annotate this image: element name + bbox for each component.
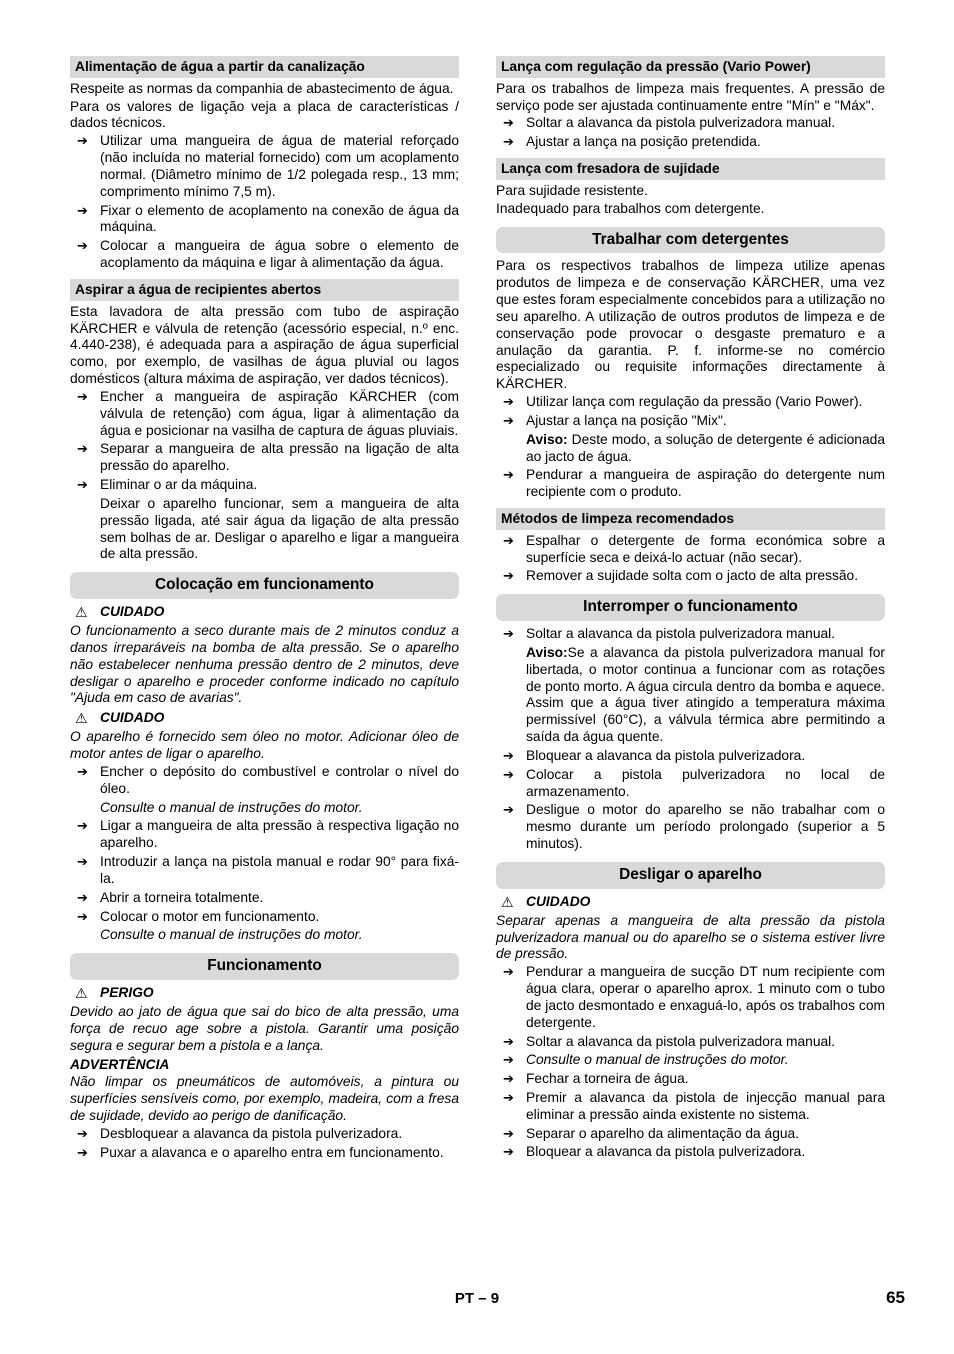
paragraph: Para os respectivos trabalhos de limpeza utilize apenas produtos de limpeza e de conservação KÄRCHER, uma vez que estes foram especialmente concebidos para a utilização no seu aparelho. A utilização de outros produtos de limpeza e de conservação pode provocar o desgaste prematuro e a anulação da garantia. P. f. informe-se no comércio especializado ou requisite informações directamente à KÄRCHER. — [496, 258, 885, 392]
bullet-item — [70, 203, 459, 237]
footer-language-page-label: PT – 9 — [454, 1290, 500, 1307]
signal-word: ADVERTÊNCIA — [70, 1056, 170, 1072]
subsection-header: Alimentação de água a partir da canalização — [70, 56, 459, 78]
continuation-paragraph: Deixar o aparelho funcionar, sem a mangueira de alta pressão ligada, até sair água da ligação de alta pressão sem bolhas de ar. Desligar o aparelho e ligar a mangueira de alta pressão. — [100, 495, 459, 562]
bullet-text: Puxar a alavanca e o aparelho entra em funcionamento. — [100, 1144, 444, 1160]
arrow-bullet-icon: ➔ — [77, 441, 88, 457]
arrow-bullet-icon: ➔ — [503, 747, 514, 763]
bullet-item — [496, 626, 885, 643]
arrow-bullet-icon: ➔ — [503, 532, 514, 548]
bullet-text: Pendurar a mangueira de aspiração do detergente num recipiente com o produto. — [526, 467, 885, 500]
bullet-text: Soltar a alavanca da pistola pulverizadora manual. — [526, 115, 836, 131]
signal-word-row — [496, 894, 885, 911]
bullet-item — [70, 1126, 459, 1143]
page-footer — [0, 1290, 954, 1314]
right-column — [496, 56, 885, 1164]
bullet-item — [496, 767, 885, 801]
paragraph: Para os valores de ligação veja a placa de características / dados técnicos. — [70, 98, 459, 131]
bullet-text: Eliminar o ar da máquina. — [100, 477, 258, 493]
signal-word: CUIDADO — [100, 710, 165, 726]
notice-paragraph: Separar apenas a mangueira de alta pressão da pistola pulverizadora manual ou do aparelho se o sistema estiver livre de pressão. — [496, 912, 885, 962]
bullet-item — [496, 115, 885, 132]
arrow-bullet-icon: ➔ — [77, 388, 88, 404]
arrow-bullet-icon: ➔ — [503, 626, 514, 642]
arrow-bullet-icon: ➔ — [503, 766, 514, 782]
arrow-bullet-icon: ➔ — [503, 802, 514, 818]
paragraph: Para os trabalhos de limpeza mais frequentes. A pressão de serviço pode ser ajustada continuamente entre "Mín" e "Máx". — [496, 80, 885, 113]
arrow-bullet-icon: ➔ — [77, 202, 88, 218]
bullet-text: Fixar o elemento de acoplamento na conexão de água da máquina. — [100, 202, 459, 235]
signal-word-row — [70, 604, 459, 621]
bullet-item — [70, 441, 459, 475]
paragraph: Esta lavadora de alta pressão com tubo de aspiração KÄRCHER e válvula de retenção (acessório especial, n.º enc. 4.440-238), é adequada para a aspiração de água superficial como, por exemplo, de vasilhas de água pluvial ou lagos domésticos (altura máxima de aspiração, ver dados técnicos). — [70, 303, 459, 387]
paragraph: Para sujidade resistente. — [496, 182, 648, 198]
bullet-text: Consulte o manual de instruções do motor. — [526, 1052, 789, 1068]
bullet-text: Bloquear a alavanca da pistola pulverizadora. — [526, 747, 806, 763]
note-prefix: Aviso: — [526, 431, 568, 447]
arrow-bullet-icon: ➔ — [503, 467, 514, 483]
bullet-text: Introduzir a lança na pistola manual e rodar 90° para fixá-la. — [100, 854, 459, 886]
bullet-text: Ligar a mangueira de alta pressão à respectiva ligação no aparelho. — [100, 818, 459, 851]
arrow-bullet-icon: ➔ — [503, 1033, 514, 1049]
bullet-text: Encher a mangueira de aspiração KÄRCHER (com válvula de retenção) com água, ligar à alimentação da água e posicionar na vasilha de captura de águas pluviais. — [100, 388, 459, 438]
notice-paragraph: Não limpar os pneumáticos de automóveis, a pintura ou superfícies sensíveis como, por exemplo, madeira, com a fresa de sujidade, devido ao perigo de danificação. — [70, 1074, 459, 1124]
bullet-text: Desligue o motor do aparelho se não trabalhar com o mesmo durante um período prolongado (superior a 5 minutos). — [526, 802, 885, 852]
arrow-bullet-icon: ➔ — [503, 1144, 514, 1160]
bullet-item — [70, 909, 459, 926]
continuation-note: Consulte o manual de instruções do motor. — [100, 799, 363, 815]
bullet-item — [496, 413, 885, 430]
bullet-item — [496, 533, 885, 567]
bullet-text: Encher o depósito do combustível e controlar o nível do óleo. — [100, 763, 459, 796]
bullet-item — [70, 764, 459, 798]
notice-paragraph: Devido ao jato de água que sai do bico de alta pressão, uma força de recuo age sobre a pistola. Garantir uma posição segura e segurar bem a pistola e a lança. — [70, 1004, 459, 1053]
arrow-bullet-icon: ➔ — [503, 115, 514, 131]
signal-word-row — [70, 710, 459, 727]
arrow-bullet-icon: ➔ — [77, 763, 88, 779]
bullet-text: Remover a sujidade solta com o jacto de alta pressão. — [526, 568, 859, 584]
arrow-bullet-icon: ➔ — [77, 1144, 88, 1160]
paragraph: Inadequado para trabalhos com detergente. — [496, 200, 765, 216]
bullet-item — [496, 1126, 885, 1143]
notice-paragraph: O aparelho é fornecido sem óleo no motor. Adicionar óleo de motor antes de ligar o aparelho. — [70, 729, 459, 762]
bullet-item — [496, 1090, 885, 1124]
arrow-bullet-icon: ➔ — [503, 134, 514, 150]
arrow-bullet-icon: ➔ — [77, 133, 88, 149]
bullet-text: Colocar o motor em funcionamento. — [100, 908, 320, 924]
bullet-item — [496, 1071, 885, 1088]
subsection-header: Lança com fresadora de sujidade — [496, 158, 885, 180]
bullet-text: Ajustar a lança na posição "Mix". — [526, 412, 727, 428]
bullet-text: Espalhar o detergente de forma económica sobre a superfície seca e deixá-lo actuar (não secar). — [526, 532, 885, 565]
arrow-bullet-icon: ➔ — [77, 854, 88, 870]
bullet-item — [496, 134, 885, 151]
bullet-text: Utilizar lança com regulação da pressão (Vario Power). — [526, 394, 863, 410]
bullet-text: Colocar a mangueira de água sobre o elemento de acoplamento da máquina e ligar à alimentação da água. — [100, 238, 459, 271]
arrow-bullet-icon: ➔ — [77, 477, 88, 493]
section-header: Colocação em funcionamento — [70, 572, 459, 599]
arrow-bullet-icon: ➔ — [503, 394, 514, 410]
bullet-text: Pendurar a mangueira de sucção DT num recipiente com água clara, operar o aparelho aprox. 1 minuto com o tubo de jacto desmontado e enxaguá-lo, após os trabalhos com detergente. — [526, 964, 885, 1030]
bullet-item — [496, 1052, 885, 1069]
bullet-item — [70, 1145, 459, 1162]
warning-icon: ⚠ — [75, 984, 88, 1001]
bullet-text: Separar o aparelho da alimentação da água. — [526, 1125, 800, 1141]
arrow-bullet-icon: ➔ — [503, 964, 514, 980]
bullet-text: Abrir a torneira totalmente. — [100, 889, 264, 905]
section-header: Trabalhar com detergentes — [496, 227, 885, 254]
arrow-bullet-icon: ➔ — [503, 1125, 514, 1141]
bullet-item — [496, 1034, 885, 1051]
bullet-item — [70, 477, 459, 494]
bullet-text: Colocar a pistola pulverizadora no local de armazenamento. — [526, 766, 885, 799]
paragraph: Respeite as normas da companhia de abastecimento de água. — [70, 80, 454, 96]
bullet-text: Soltar a alavanca da pistola pulverizadora manual. — [526, 1033, 836, 1049]
bullet-text: Bloquear a alavanca da pistola pulverizadora. — [526, 1144, 806, 1160]
bullet-text: Fechar a torneira de água. — [526, 1071, 689, 1087]
bullet-text: Separar a mangueira de alta pressão na ligação de alta pressão do aparelho. — [100, 441, 459, 474]
warning-icon: ⚠ — [75, 603, 88, 620]
bullet-item — [496, 802, 885, 852]
section-header: Interromper o funcionamento — [496, 594, 885, 621]
signal-word: CUIDADO — [526, 893, 591, 909]
bullet-item — [70, 133, 459, 200]
arrow-bullet-icon: ➔ — [503, 568, 514, 584]
subsection-header: Aspirar a água de recipientes abertos — [70, 279, 459, 301]
subsection-header: Lança com regulação da pressão (Vario Power) — [496, 56, 885, 78]
arrow-bullet-icon: ➔ — [77, 908, 88, 924]
bullet-text: Desbloquear a alavanca da pistola pulverizadora. — [100, 1125, 403, 1141]
arrow-bullet-icon: ➔ — [77, 1125, 88, 1141]
warning-icon: ⚠ — [501, 893, 514, 910]
arrow-bullet-icon: ➔ — [77, 238, 88, 254]
notice-paragraph: O funcionamento a seco durante mais de 2 minutos conduz a danos irreparáveis na bomba de alta pressão. Se o aparelho não estabelecer nenhuma pressão dentro de 2 minutos, deve desligar o aparelho e proceder conforme indicado no capítulo "Ajuda em caso de avarias". — [70, 623, 459, 706]
bullet-item — [496, 748, 885, 765]
bullet-text: Premir a alavanca da pistola de injecção manual para eliminar a pressão ainda existente no sistema. — [526, 1090, 885, 1122]
bullet-item — [70, 818, 459, 852]
signal-word: CUIDADO — [100, 604, 165, 620]
signal-word: PERIGO — [100, 985, 154, 1001]
arrow-bullet-icon: ➔ — [503, 1090, 514, 1105]
section-header: Desligar o aparelho — [496, 862, 885, 889]
bullet-item — [496, 1144, 885, 1161]
note-paragraph: Aviso: Deste modo, a solução de detergente é adicionada ao jacto de água. — [526, 431, 885, 464]
note-paragraph: Aviso:Se a alavanca da pistola pulverizadora manual for libertada, o motor continua a funcionar com as rotações de ponto morto. A água circula dentro da bomba e aquece. Assim que a água tiver atingido a temperatura máxima permissível (60°C), a válvula térmica abre permitindo a saída da água quente. — [526, 644, 885, 745]
warning-icon: ⚠ — [75, 710, 88, 727]
bullet-item — [70, 890, 459, 907]
bullet-item — [496, 467, 885, 501]
arrow-bullet-icon: ➔ — [77, 818, 88, 834]
arrow-bullet-icon: ➔ — [503, 1071, 514, 1087]
bullet-text: Soltar a alavanca da pistola pulverizadora manual. — [526, 626, 836, 642]
section-header: Funcionamento — [70, 953, 459, 980]
bullet-item — [496, 568, 885, 585]
note-prefix: Aviso: — [526, 644, 568, 660]
bullet-text: Utilizar uma mangueira de água de material reforçado (não incluída no material fornecido) com um acoplamento normal. (Diâmetro mínimo de 1/2 polegada resp., 13 mm; comprimento mínimo 7,5 m). — [100, 133, 459, 199]
bullet-item — [70, 854, 459, 888]
arrow-bullet-icon: ➔ — [77, 889, 88, 905]
bullet-text: Ajustar a lança na posição pretendida. — [526, 134, 761, 150]
signal-word-row — [70, 985, 459, 1002]
left-column — [70, 56, 459, 1164]
bullet-item — [70, 238, 459, 272]
continuation-note: Consulte o manual de instruções do motor. — [100, 927, 363, 943]
footer-page-number: 65 — [886, 1288, 905, 1307]
bullet-item — [496, 964, 885, 1031]
arrow-bullet-icon: ➔ — [503, 412, 514, 428]
arrow-bullet-icon: ➔ — [503, 1052, 514, 1068]
subsection-header: Métodos de limpeza recomendados — [496, 508, 885, 530]
bullet-item — [496, 394, 885, 411]
bullet-item — [70, 389, 459, 439]
